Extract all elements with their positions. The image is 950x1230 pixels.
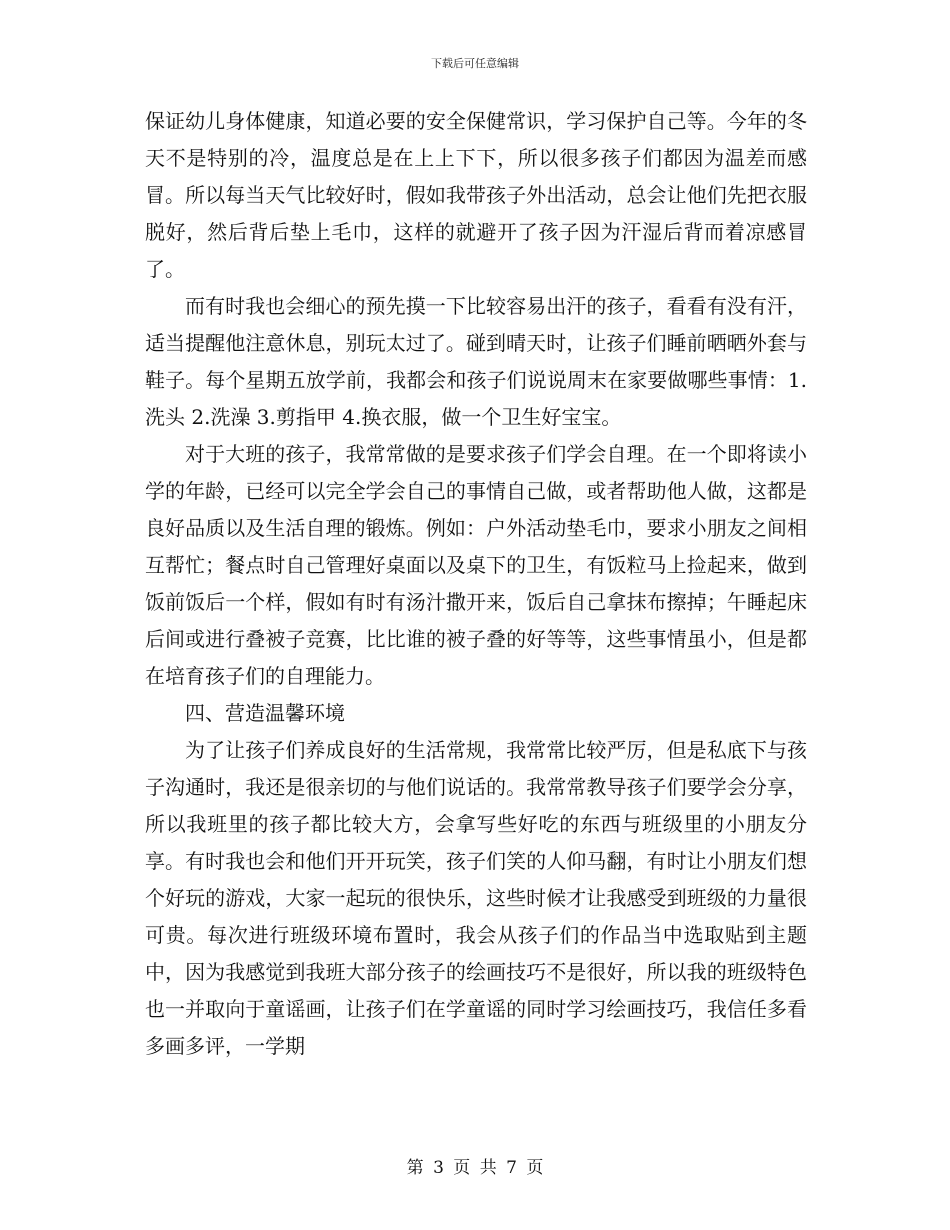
page-header: 下载后可任意编辑: [431, 57, 519, 70]
paragraph: 而有时我也会细心的预先摸一下比较容易出汗的孩子，看看有没有汗，适当提醒他注意休息，别玩太过了。碰到晴天时，让孩子们睡前晒晒外套与鞋子。每个星期五放学前，我都会和孩子们说说周末在家要做哪些事情：1.洗头 2.洗澡 3.剪指甲 4.换衣服，做一个卫生好宝宝。: [145, 294, 807, 429]
page-number-footer: 第 3 页 共 7 页: [406, 1158, 544, 1178]
paragraph-continued: 保证幼儿身体健康，知道必要的安全保健常识，学习保护自己等。今年的冬天不是特别的冷，温度总是在上上下下，所以很多孩子们都因为温差而感冒。所以每当天气比较好时，假如我带孩子外出活动，总会让他们先把衣服脱好，然后背后垫上毛巾，这样的就避开了孩子因为汗湿后背而着凉感冒了。: [145, 109, 807, 281]
paragraph: 为了让孩子们养成良好的生活常规，我常常比较严厉，但是私底下与孩子沟通时，我还是很亲切的与他们说话的。我常常教导孩子们要学会分享，所以我班里的孩子都比较大方，会拿写些好吃的东西与班级里的小朋友分享。有时我也会和他们开开玩笑，孩子们笑的人仰马翻，有时让小朋友们想个好玩的游戏，大家一起玩的很快乐，这些时候才让我感受到班级的力量很可贵。每次进行班级环境布置时，我会从孩子们的作品当中选取贴到主题中，因为我感觉到我班大部分孩子的绘画技巧不是很好，所以我的班级特色也一并取向于童谣画，让孩子们在学童谣的同时学习绘画技巧，我信任多看多画多评，一学期: [145, 738, 807, 1058]
document-body: [145, 103, 807, 1065]
section-heading: 四、营造温馨环境: [185, 701, 345, 725]
paragraph: 对于大班的孩子，我常常做的是要求孩子们学会自理。在一个即将读小学的年龄，已经可以完全学会自己的事情自己做，或者帮助他人做，这都是良好品质以及生活自理的锻炼。例如：户外活动垫毛巾，要求小朋友之间相互帮忙；餐点时自己管理好桌面以及桌下的卫生，有饭粒马上捡起来，做到饭前饭后一个样，假如有时有汤汁撒开来，饭后自己拿抹布擦掉；午睡起床后间或进行叠被子竞赛，比比谁的被子叠的好等等，这些事情虽小，但是都在培育孩子们的自理能力。: [145, 442, 807, 688]
